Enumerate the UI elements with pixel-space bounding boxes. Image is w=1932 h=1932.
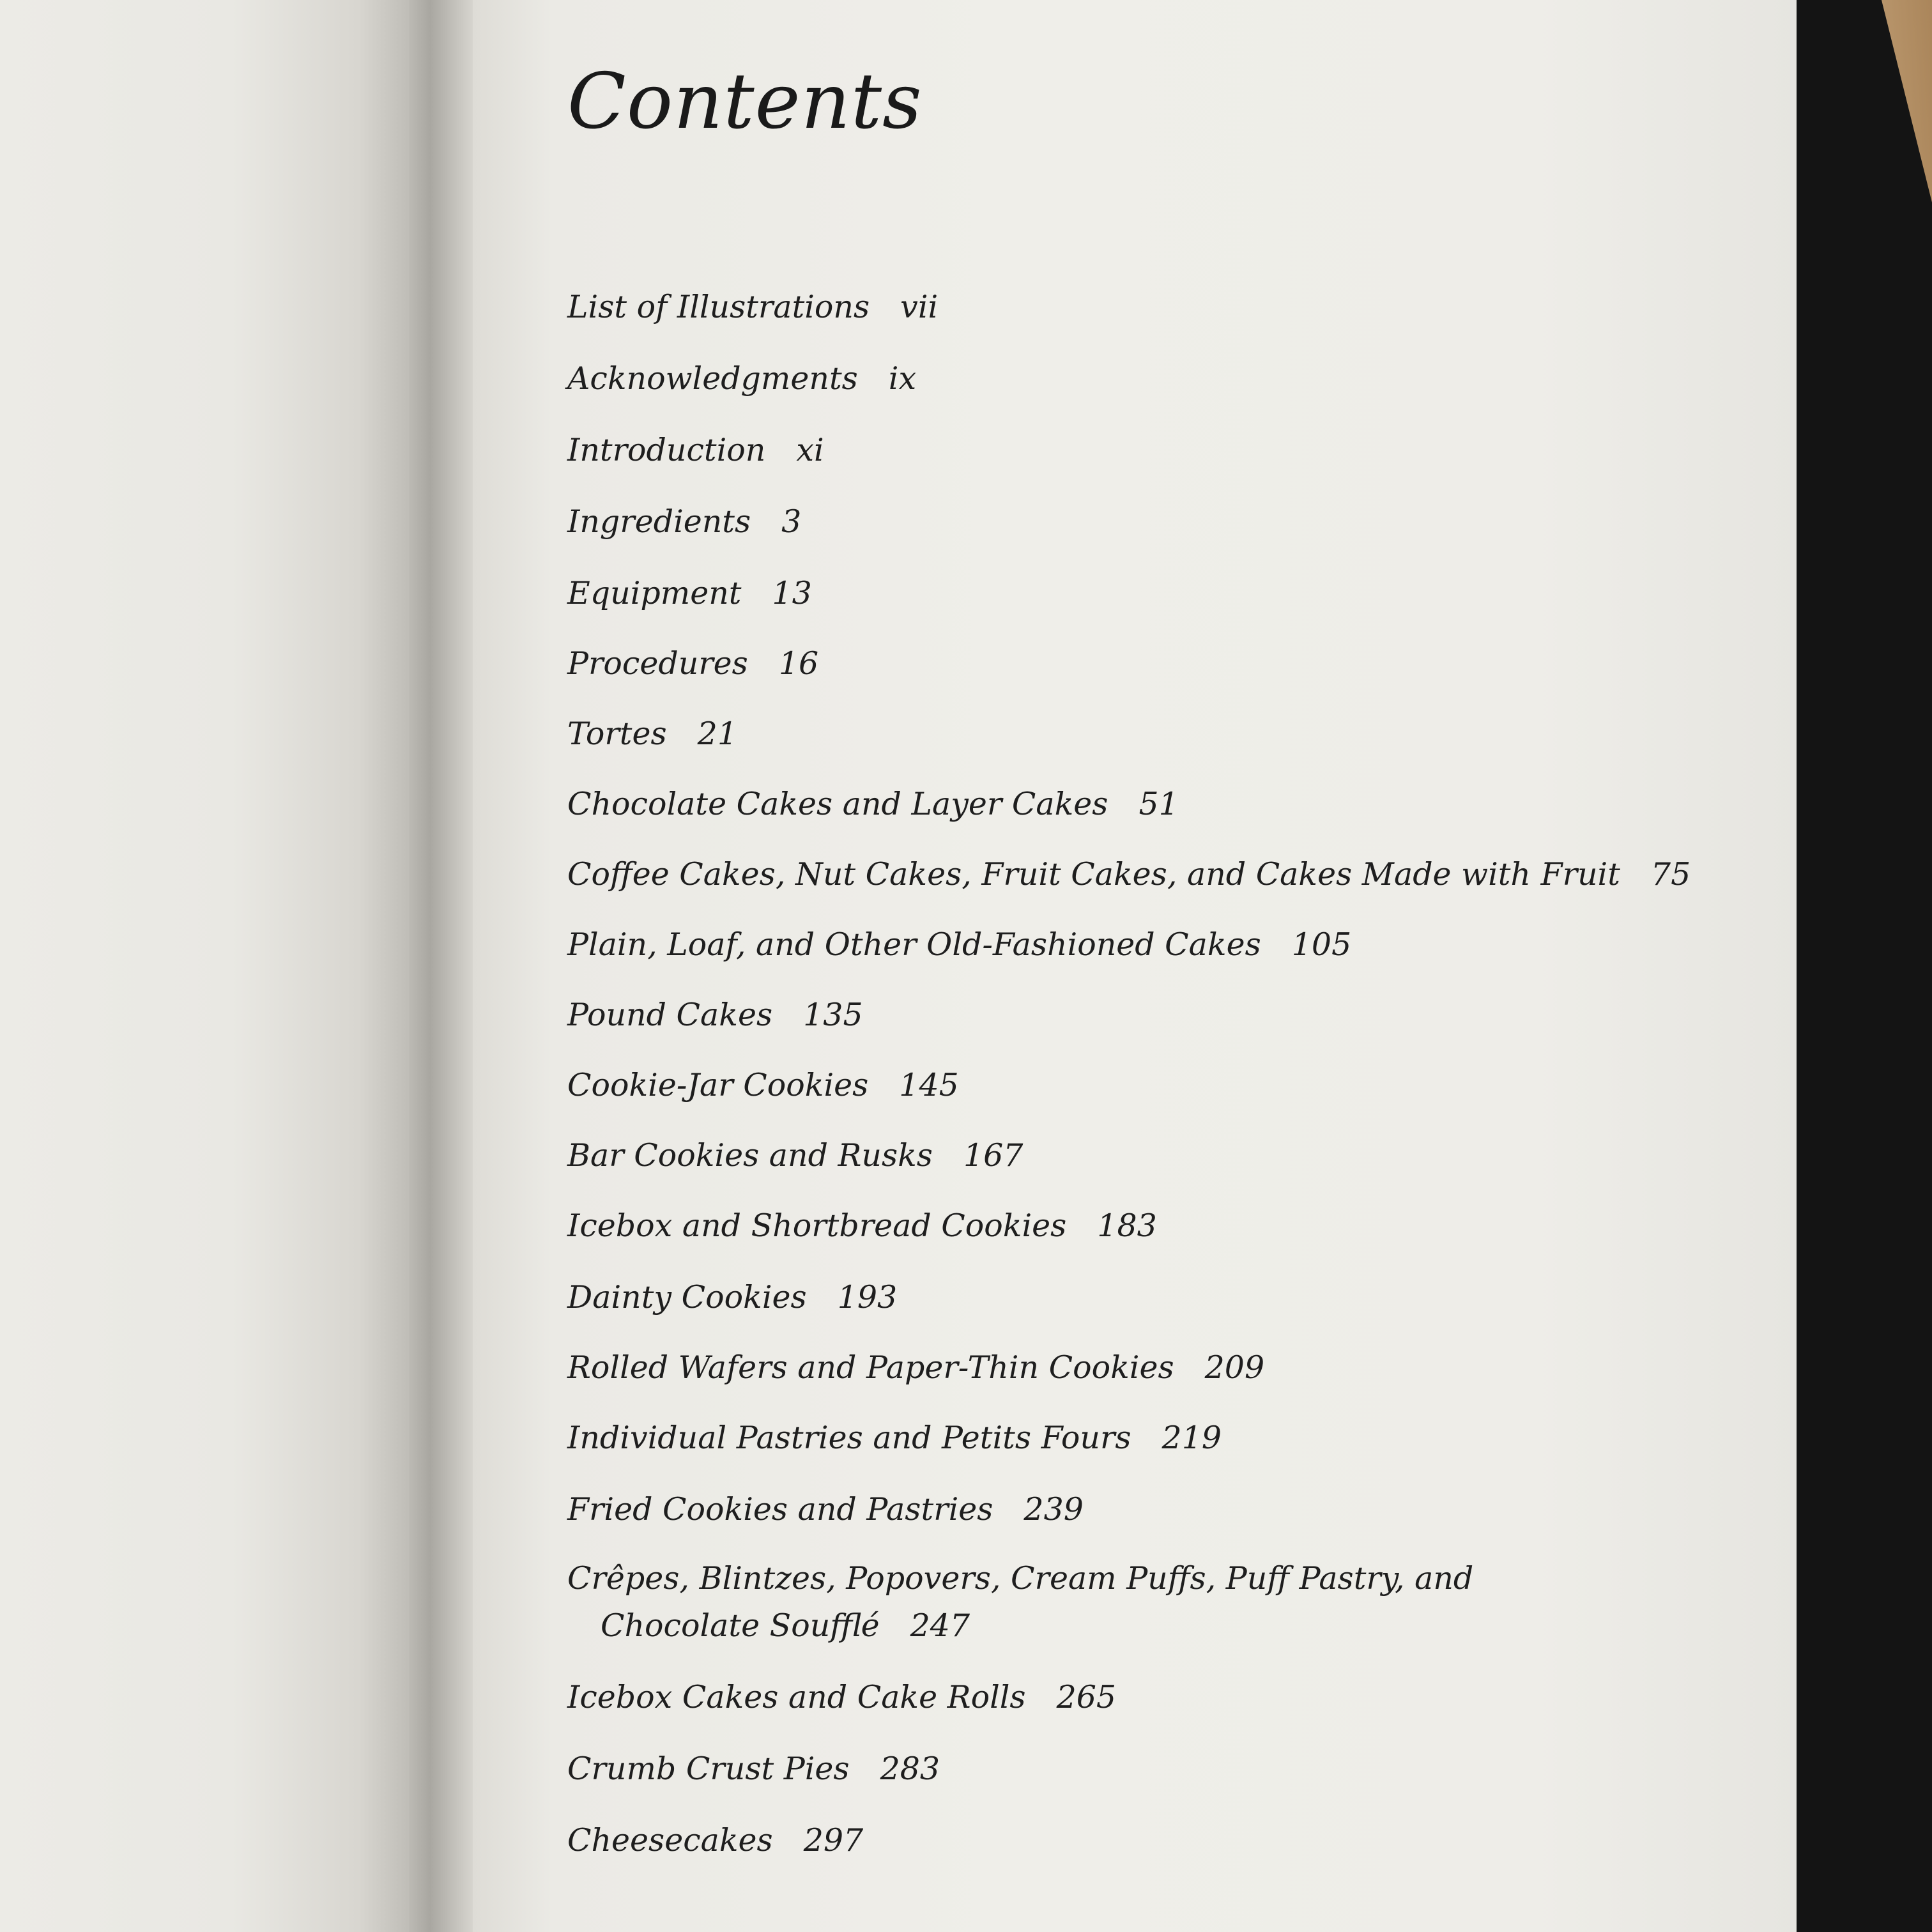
toc-entry-page: 265 — [1056, 1679, 1117, 1715]
toc-entry-page: 219 — [1162, 1420, 1222, 1456]
toc-entry-title-continued: Chocolate Soufflé — [601, 1607, 880, 1644]
toc-entry-page: 16 — [778, 645, 819, 682]
toc-entry-title: Cookie-Jar Cookies — [567, 1067, 869, 1103]
toc-entry — [567, 1062, 959, 1109]
toc-entry-title: Crêpes, Blintzes, Popovers, Cream Puffs, Puff Pastry, and — [567, 1560, 1474, 1597]
toc-entry — [567, 710, 737, 758]
book-gutter — [409, 0, 479, 1932]
toc-entry-page: 51 — [1138, 786, 1179, 822]
toc-entry-page: 193 — [837, 1279, 898, 1315]
toc-entry — [567, 640, 818, 687]
toc-entry-title: List of Illustrations — [567, 289, 870, 325]
toc-entry — [567, 781, 1179, 828]
toc-entry — [567, 1414, 1222, 1462]
toc-entry — [567, 1274, 897, 1321]
toc-entry — [567, 498, 801, 546]
toc-entry-page: 75 — [1650, 856, 1691, 893]
toc-entry-title: Fried Cookies and Pastries — [567, 1491, 993, 1528]
toc-entry — [567, 921, 1351, 969]
toc-entry — [567, 1817, 863, 1864]
toc-entry-title: Chocolate Cakes and Layer Cakes — [567, 786, 1108, 822]
toc-entry-title: Cheesecakes — [567, 1822, 773, 1859]
toc-entry — [567, 1555, 1473, 1650]
toc-entry — [567, 355, 916, 402]
toc-entry-title: Plain, Loaf, and Other Old-Fashioned Cakes — [567, 926, 1261, 963]
toc-entry-page: 183 — [1097, 1208, 1157, 1244]
toc-entry — [567, 570, 812, 617]
toc-entry — [567, 1344, 1264, 1392]
left-page — [0, 0, 422, 1932]
toc-entry-page: 283 — [880, 1751, 940, 1787]
toc-entry-title: Coffee Cakes, Nut Cakes, Fruit Cakes, and Cakes Made with Fruit — [567, 856, 1620, 893]
toc-entry — [567, 992, 863, 1039]
toc-entry-title: Icebox Cakes and Cake Rolls — [567, 1679, 1026, 1715]
toc-entry-page: 135 — [803, 997, 863, 1033]
toc-entry-title: Ingredients — [567, 503, 751, 540]
toc-entry-title: Individual Pastries and Petits Fours — [567, 1420, 1131, 1456]
toc-entry-page: 13 — [772, 575, 812, 611]
toc-entry-page: 145 — [899, 1067, 959, 1103]
toc-entry-page: 105 — [1291, 926, 1352, 963]
toc-entry-title: Icebox and Shortbread Cookies — [567, 1208, 1067, 1244]
toc-entry-title: Tortes — [567, 716, 667, 752]
toc-entry-title: Bar Cookies and Rusks — [567, 1137, 933, 1174]
dark-background — [1797, 0, 1932, 1932]
toc-entry-page: 21 — [697, 716, 737, 752]
toc-entry — [567, 1202, 1157, 1250]
toc-entry — [567, 851, 1690, 898]
toc-entry-page: 297 — [803, 1822, 864, 1859]
toc-entry-page: 209 — [1204, 1349, 1265, 1386]
toc-entry — [567, 1132, 1023, 1179]
toc-entry-page: vii — [900, 289, 939, 325]
toc-entry-page: 167 — [963, 1137, 1023, 1174]
toc-entry — [567, 427, 824, 474]
toc-entry-title: Acknowledgments — [567, 360, 858, 397]
toc-entry — [567, 1674, 1116, 1721]
toc-entry-page: xi — [796, 432, 824, 468]
page-title: Contents — [567, 57, 923, 146]
toc-entry-page: 3 — [781, 503, 802, 540]
toc-entry-title: Pound Cakes — [567, 997, 773, 1033]
toc-entry-title: Dainty Cookies — [567, 1279, 807, 1315]
toc-entry-title: Crumb Crust Pies — [567, 1751, 850, 1787]
contents-page — [567, 0, 1691, 1932]
toc-entry-title: Equipment — [567, 575, 742, 611]
toc-entry — [567, 284, 938, 331]
toc-entry-title: Procedures — [567, 645, 748, 682]
toc-entry — [567, 1745, 940, 1793]
toc-entry-page: ix — [888, 360, 917, 397]
toc-entry-page: 247 — [910, 1607, 970, 1644]
toc-entry-title: Rolled Wafers and Paper-Thin Cookies — [567, 1349, 1174, 1386]
toc-entry-page: 239 — [1023, 1491, 1084, 1528]
toc-entry — [567, 1486, 1084, 1533]
toc-entry-title: Introduction — [567, 432, 766, 468]
